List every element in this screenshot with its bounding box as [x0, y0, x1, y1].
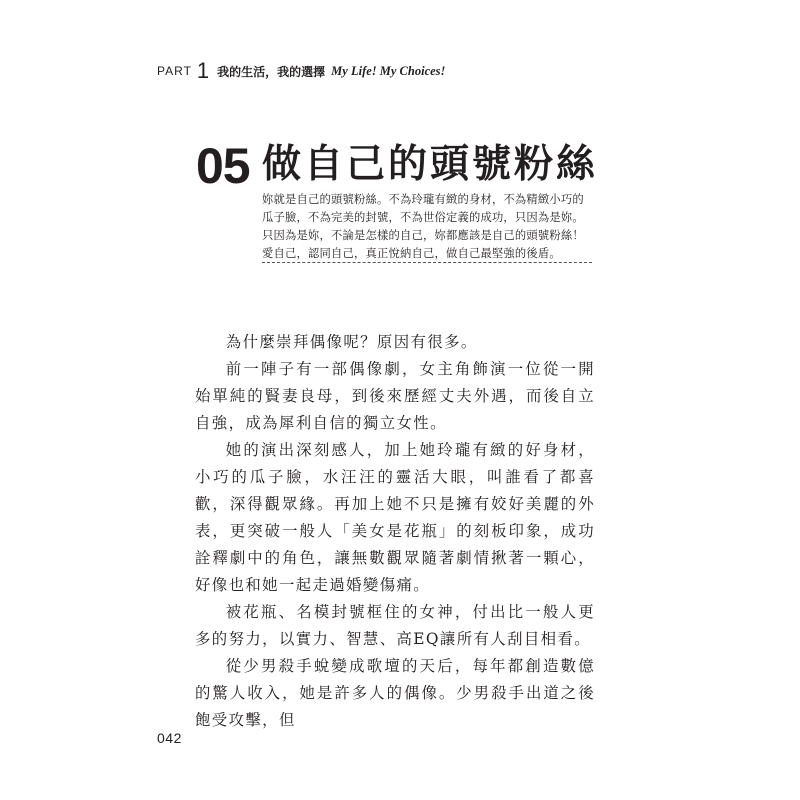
running-header [157, 60, 445, 82]
chapter-number: 05 [196, 138, 250, 194]
dashed-divider [262, 262, 592, 263]
page-number: 042 [157, 730, 182, 746]
part-subtitle: My Life! My Choices! [331, 63, 446, 78]
body-paragraph: 從少男殺手蛻變成歌壇的天后，每年都創造數億的驚人收入，她是許多人的偶像。少男殺手出道之後飽受攻擊，但 [195, 657, 595, 729]
part-label: PART [157, 64, 192, 78]
body-text [195, 329, 595, 734]
body-paragraph: 被花瓶、名模封號框住的女神，付出比一般人更多的努力，以實力、智慧、高EQ讓所有人刮目相看。 [195, 603, 595, 648]
chapter-title: 做自己的頭號粉絲 [262, 142, 599, 187]
body-paragraph: 為什麼崇拜偶像呢？原因有很多。 [225, 333, 478, 351]
part-number: 1 [196, 58, 210, 83]
body-paragraph: 她的演出深刻感人，加上她玲瓏有緻的好身材，小巧的瓜子臉，水汪汪的靈活大眼，叫誰看了都喜歡，深得觀眾緣。再加上她不只是擁有姣好美麗的外表，更突破一般人「美女是花瓶」的刻板印象，成功詮釋劇中的角色，讓無數觀眾隨著劇情揪著一顆心，好像也和她一起走過婚變傷痛。 [195, 441, 595, 594]
body-paragraph: 前一陣子有一部偶像劇，女主角飾演一位從一開始單純的賢妻良母，到後來歷經丈夫外遇，而後自立自強，成為犀利自信的獨立女性。 [195, 360, 595, 432]
part-title: 我的生活，我的選擇 [217, 64, 326, 79]
chapter-intro: 妳就是自己的頭號粉絲。不為玲瓏有緻的身材，不為精緻小巧的瓜子臉，不為完美的封號，不為世俗定義的成功，只因為是妳。只因為是妳，不論是怎樣的自己，妳都應該是自己的頭號粉絲！愛自己，認同自己，真正悅納自己，做自己最堅強的後盾。 [262, 193, 584, 260]
